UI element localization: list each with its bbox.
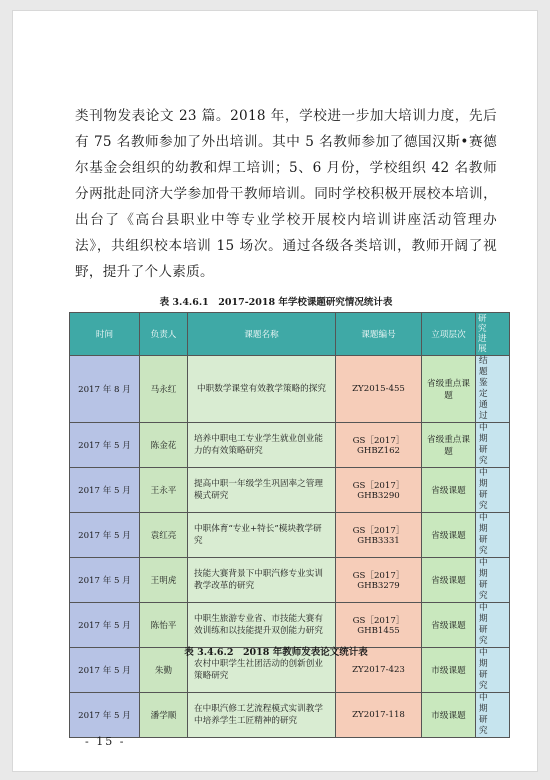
cell-person: 王明虎 (140, 558, 188, 603)
cell-person: 陈怡平 (140, 603, 188, 648)
table2-caption: 表 3.4.6.2 2018 年教师发表论文统计表 (184, 647, 368, 658)
cell-stage: 中期研究 (476, 648, 510, 693)
page-number: - 15 - (85, 735, 126, 748)
cell-person: 王永平 (140, 468, 188, 513)
cell-level: 市级课题 (422, 693, 476, 738)
cell-code: GS［2017］GHB3279 (336, 558, 422, 603)
cell-stage: 中期研究 (476, 558, 510, 603)
body-paragraph (75, 103, 497, 285)
cell-level: 省级重点课题 (422, 356, 476, 423)
cell-title: 在中职汽修工艺流程模式实训教学中培养学生工匠精神的研究 (188, 693, 336, 738)
table-row (70, 513, 510, 558)
cell-code: ZY2017-118 (336, 693, 422, 738)
cell-stage: 中期研究 (476, 423, 510, 468)
header-title: 课题名称 (188, 313, 336, 356)
cell-title: 中职体育“专业+特长”模块教学研究 (188, 513, 336, 558)
table-row (70, 423, 510, 468)
cell-title: 提高中职一年级学生巩固率之管理模式研究 (188, 468, 336, 513)
header-level: 立项层次 (422, 313, 476, 356)
table1-caption: 表 3.4.6.1 2017-2018 年学校课题研究情况统计表 (159, 297, 393, 308)
header-code: 课题编号 (336, 313, 422, 356)
cell-title: 农村中职学生社团活动的创新创业策略研究 (188, 648, 336, 693)
cell-time: 2017 年 8 月 (70, 356, 140, 423)
cell-stage: 中期研究 (476, 693, 510, 738)
table-row (70, 603, 510, 648)
cell-stage: 中期研究 (476, 468, 510, 513)
header-stage: 研究进展 (476, 313, 510, 356)
cell-time: 2017 年 5 月 (70, 513, 140, 558)
cell-level: 省级课题 (422, 513, 476, 558)
cell-time: 2017 年 5 月 (70, 693, 140, 738)
cell-title: 中职生旅游专业省、市技能大赛有效训练和以技能提升双创能力研究 (188, 603, 336, 648)
table-row (70, 356, 510, 423)
cell-person: 朱勤 (140, 648, 188, 693)
cell-title: 培养中职电工专业学生就业创业能力的有效策略研究 (188, 423, 336, 468)
cell-time: 2017 年 5 月 (70, 423, 140, 468)
cell-code: GS［2017］GHBZ162 (336, 423, 422, 468)
cell-level: 省级课题 (422, 468, 476, 513)
cell-code: ZY2015-455 (336, 356, 422, 423)
paragraph-text: 类刊物发表论文 23 篇。2018 年，学校进一步加大培训力度，先后有 75 名教师参加了外出培训。其中 5 名教师参加了德国汉斯•赛德尔基金会组织的幼教和焊工培训；5、6 月份，学校组织 42 名教师分两批赴同济大学参加骨干教师培训。同时学校积极开展校本培训，出台了《高台县职业中等专业学校开展校内培训讲座活动管理办法》，共组织校本培训 15 场次。通过各级各类培训，教师开阔了视野，提升了个人素质。 (75, 108, 497, 280)
cell-title: 中职数学课堂有效教学策略的探究 (188, 356, 336, 423)
cell-code: GS［2017］GHB3290 (336, 468, 422, 513)
cell-stage: 结题鉴定通过 (476, 356, 510, 423)
research-projects-table (69, 312, 510, 738)
cell-time: 2017 年 5 月 (70, 468, 140, 513)
cell-code: ZY2017-423 (336, 648, 422, 693)
cell-code: GS［2017］GHB1455 (336, 603, 422, 648)
header-person: 负责人 (140, 313, 188, 356)
cell-level: 省级课题 (422, 603, 476, 648)
cell-level: 省级课题 (422, 558, 476, 603)
document-page (12, 10, 538, 772)
cell-level: 省级重点课题 (422, 423, 476, 468)
cell-person: 陈金花 (140, 423, 188, 468)
cell-person: 袁红亮 (140, 513, 188, 558)
cell-stage: 中期研究 (476, 513, 510, 558)
cell-time: 2017 年 5 月 (70, 558, 140, 603)
table-row (70, 468, 510, 513)
cell-title: 技能大赛背景下中职汽修专业实训教学改革的研究 (188, 558, 336, 603)
cell-person: 潘学顺 (140, 693, 188, 738)
cell-level: 市级课题 (422, 648, 476, 693)
table-header-row (70, 313, 510, 356)
table-row (70, 558, 510, 603)
cell-time: 2017 年 5 月 (70, 603, 140, 648)
header-time: 时间 (70, 313, 140, 356)
cell-code: GS［2017］GHB3331 (336, 513, 422, 558)
table-row (70, 693, 510, 738)
cell-time: 2017 年 5 月 (70, 648, 140, 693)
cell-stage: 中期研究 (476, 603, 510, 648)
cell-person: 马永红 (140, 356, 188, 423)
